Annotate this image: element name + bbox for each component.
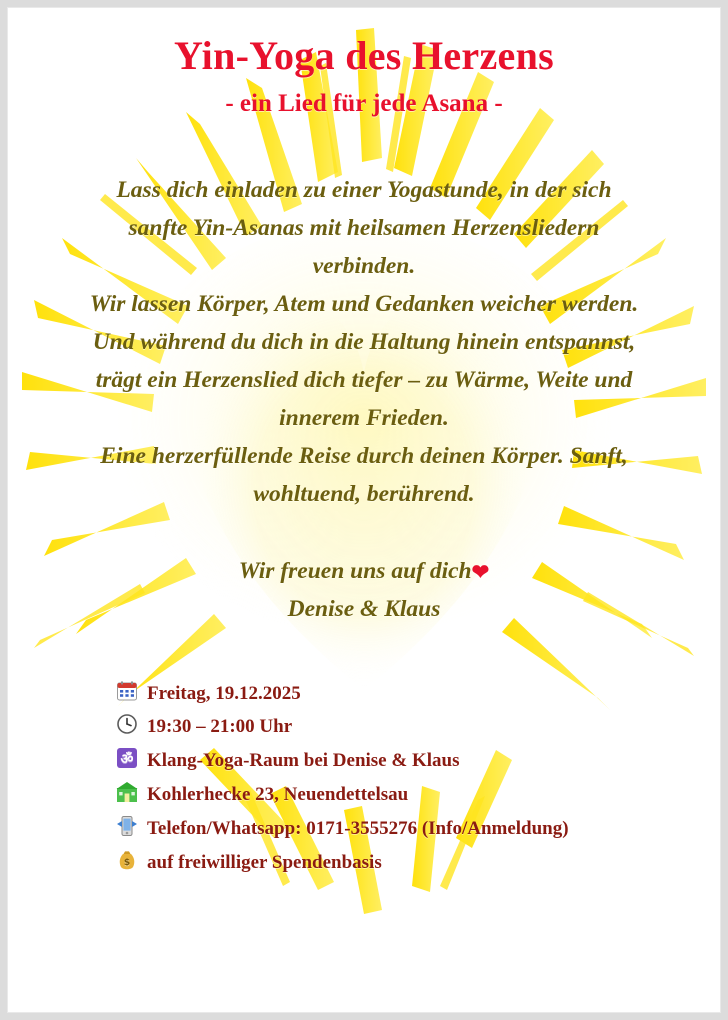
event-cost: auf freiwilliger Spendenbasis <box>147 851 382 873</box>
money-bag-icon <box>116 849 138 871</box>
svg-text:$: $ <box>123 857 131 868</box>
description-paragraph-1: Lass dich einladen zu einer Yogastunde, in der sich sanfte Yin-Asanas mit heilsamen Herzensliedern verbinden. <box>116 176 612 279</box>
list-item <box>116 677 694 711</box>
signoff-block <box>86 553 642 628</box>
event-contact: Telefon/Whatsapp: 0171-3555276 (Info/Anmeldung) <box>147 817 569 839</box>
clock-icon <box>116 713 138 735</box>
description-block <box>86 171 642 514</box>
page-subtitle: - ein Lied für jede Asana - <box>225 89 503 117</box>
list-item <box>116 710 694 744</box>
svg-text:ॐ: ॐ <box>120 751 134 768</box>
list-item <box>116 778 694 812</box>
page-title: Yin-Yoga des Herzens <box>173 33 555 78</box>
event-details-list <box>34 677 694 880</box>
heart-icon: ❤ <box>471 560 490 585</box>
event-date: Freitag, 19.12.2025 <box>147 682 301 704</box>
event-venue: Klang-Yoga-Raum bei Denise & Klaus <box>147 750 460 772</box>
signoff-text: Wir freuen uns auf dich <box>238 558 472 585</box>
signoff-line-2: Denise & Klaus <box>287 595 441 622</box>
mobile-phone-icon <box>116 815 138 837</box>
list-item <box>116 846 694 880</box>
event-address: Kohlerhecke 23, Neuendettelsau <box>147 783 409 805</box>
description-paragraph-2: Wir lassen Körper, Atem und Gedanken weicher werden. Und während du dich in die Haltung hinein entspannst, trägt ein Herzenslied dich tiefer – zu Wärme, Weite und innerem Frieden. <box>89 290 639 432</box>
list-item <box>116 812 694 846</box>
om-icon <box>116 747 138 769</box>
calendar-icon <box>116 680 138 702</box>
description-paragraph-3: Eine herzerfüllende Reise durch deinen Körper. Sanft, wohltuend, berührend. <box>100 443 628 508</box>
list-item <box>116 744 694 778</box>
signoff-line-1 <box>86 553 642 591</box>
event-time: 19:30 – 21:00 Uhr <box>147 716 293 738</box>
house-icon <box>116 781 138 803</box>
